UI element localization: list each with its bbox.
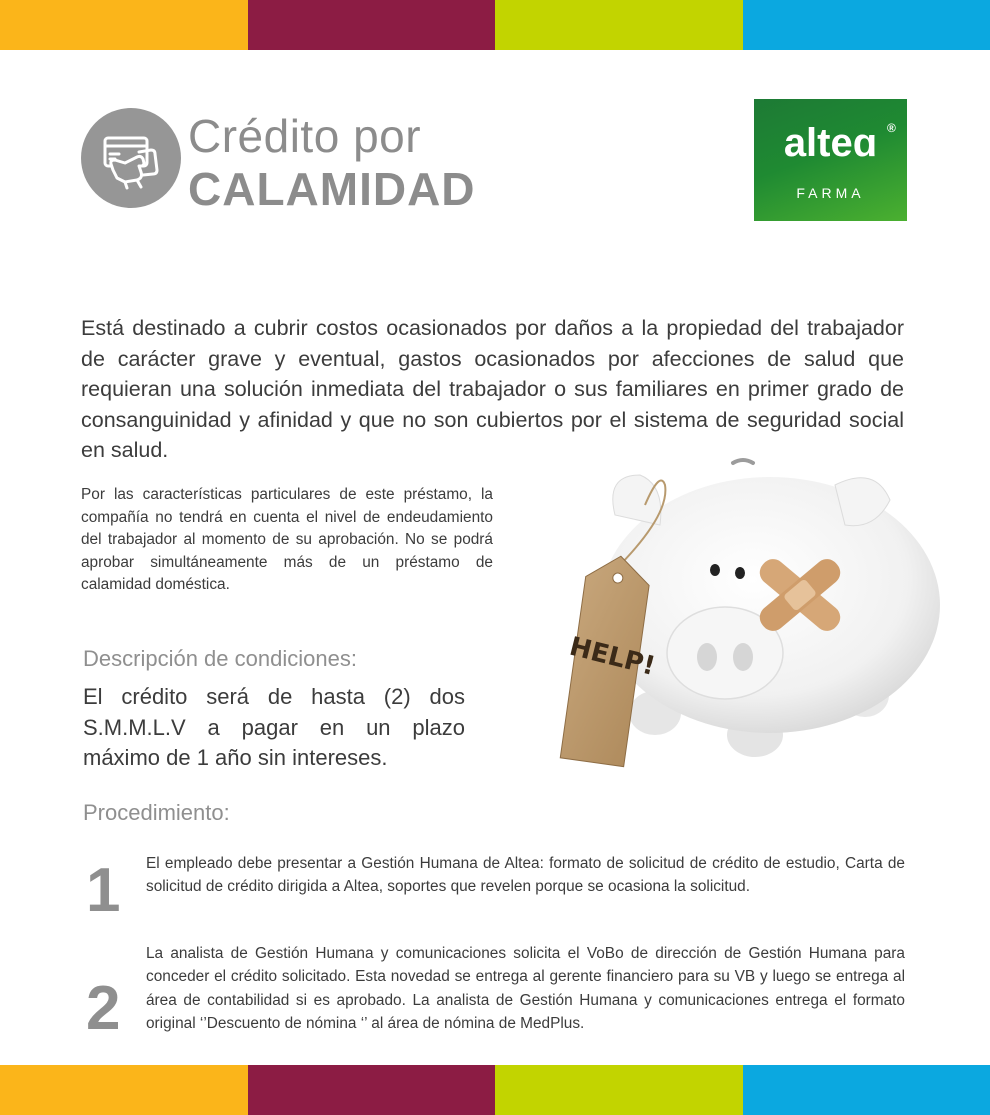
altea-farma-logo (754, 99, 907, 221)
stripe-maroon (248, 1065, 496, 1115)
logo-registered-mark: ® (887, 121, 896, 135)
stripe-yellow (0, 0, 248, 50)
conditions-text: El crédito será de hasta (2) dos S.M.M.L.V a pagar en un plazo máximo de 1 año sin intereses. (83, 684, 465, 770)
credit-card-hand-icon (81, 108, 181, 208)
stripe-yellow (0, 1065, 248, 1115)
top-color-stripe (0, 0, 990, 50)
step-text-1: El empleado debe presentar a Gestión Humana de Altea: formato de solicitud de crédito de estudio, Carta de solicitud de crédito dirigida a Altea, soportes que revelen porque se ocasiona la solicitud. (146, 855, 905, 896)
title-line-2: CALAMIDAD (188, 163, 476, 215)
stripe-blue (743, 1065, 990, 1115)
stripe-lime (495, 1065, 743, 1115)
step-number-1: 1 (86, 856, 121, 925)
bottom-color-stripe (0, 1065, 990, 1115)
stripe-maroon (248, 0, 496, 50)
procedure-heading: Procedimiento: (83, 800, 230, 825)
details-paragraph: Por las características particulares de este préstamo, la compañía no tendrá en cuenta el nivel de endeudamiento del trabajador al momento de su aprobación. No se podrá aprobar simultáneamente más de un préstamo de calamidad doméstica. (81, 486, 493, 594)
step-text-2: La analista de Gestión Humana y comunicaciones solicita el VoBo de dirección de Gestión Humana para conceder el crédito solicitado. Esta novedad se entrega al gerente financiero para su VB y luego se entrega al área de contabilidad si es aprobado. La analista de Gestión Humana y comunicaciones entrega el formato original ‘’Descuento de nómina ‘’ al área de nómina de MedPlus. (146, 945, 905, 1032)
piggy-bank-help-icon (545, 445, 990, 780)
conditions-heading: Descripción de condiciones: (83, 646, 357, 671)
step-number-2: 2 (86, 974, 121, 1043)
intro-paragraph: Está destinado a cubrir costos ocasionados por daños a la propiedad del trabajador de carácter grave y eventual, gastos ocasionados por afecciones de salud que requieran una solución inmediata del trabajador o sus familiares en primer grado de consanguinidad y afinidad y que no son cubiertos por el sistema de seguridad social en salud. (81, 316, 904, 462)
tag-help-text: HELP! (566, 631, 659, 682)
title-line-1: Crédito por (188, 110, 422, 162)
stripe-blue (743, 0, 990, 50)
stripe-lime (495, 0, 743, 50)
logo-subtitle: FARMA (796, 185, 865, 201)
logo-wordmark: alteɑ (783, 121, 878, 165)
